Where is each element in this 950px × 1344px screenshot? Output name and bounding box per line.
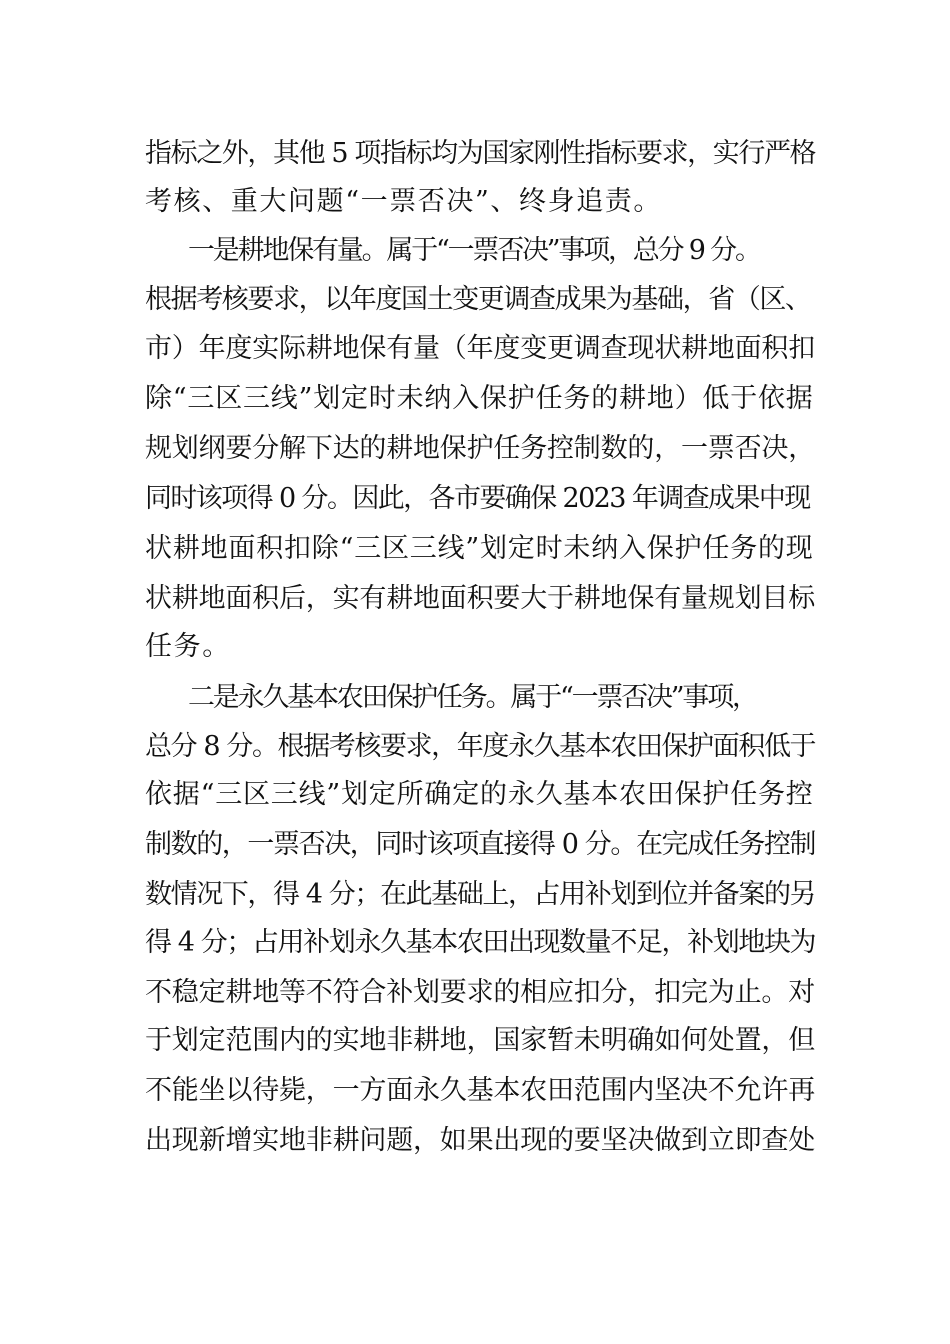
text-line-21: 出现新增实地非耕问题，如果出现的要坚决做到立即查处 [145,1125,815,1156]
text-line-10: 状耕地面积后，实有耕地面积要大于耕地保有量规划目标 [145,583,815,614]
text-line-14: 依据“三区三线”划定所确定的永久基本农田保护任务控 [145,779,814,810]
text-line-13: 总分 8 分。根据考核要求，年度永久基本农田保护面积低于 [145,731,816,762]
text-line-18: 不稳定耕地等不符合补划要求的相应扣分，扣完为止。对 [145,977,815,1008]
text-line-4: 根据考核要求，以年度国土变更调查成果为基础，省（区、 [145,284,811,315]
text-line-12: 二是永久基本农田保护任务。属于“一票否决”事项， [188,682,757,713]
text-line-7: 规划纲要分解下达的耕地保护任务控制数的，一票否决， [145,433,815,464]
text-line-15: 制数的，一票否决，同时该项直接得 0 分。在完成任务控制 [145,829,816,860]
text-line-17: 得 4 分；占用补划永久基本农田出现数量不足，补划地块为 [145,927,816,958]
text-line-9: 状耕地面积扣除“三区三线”划定时未纳入保护任务的现 [145,533,814,564]
text-line-5: 市）年度实际耕地保有量（年度变更调查现状耕地面积扣 [145,333,815,364]
text-line-1: 指标之外，其他 5 项指标均为国家刚性指标要求，实行严格 [145,138,816,169]
text-line-8: 同时该项得 0 分。因此，各市要确保 2023 年调查成果中现 [145,483,810,514]
text-line-11: 任务。 [145,631,231,662]
text-line-2: 考核、重大问题“一票否决”、终身追责。 [145,186,663,217]
text-line-3: 一是耕地保有量。属于“一票否决”事项，总分 9 分。 [188,235,760,266]
text-line-19: 于划定范围内的实地非耕地，国家暂未明确如何处置，但 [145,1025,815,1056]
text-line-20: 不能坐以待毙，一方面永久基本农田范围内坚决不允许再 [145,1075,815,1106]
text-line-6: 除“三区三线”划定时未纳入保护任务的耕地）低于依据 [145,383,814,414]
text-line-16: 数情况下，得 4 分；在此基础上，占用补划到位并备案的另 [145,879,816,910]
